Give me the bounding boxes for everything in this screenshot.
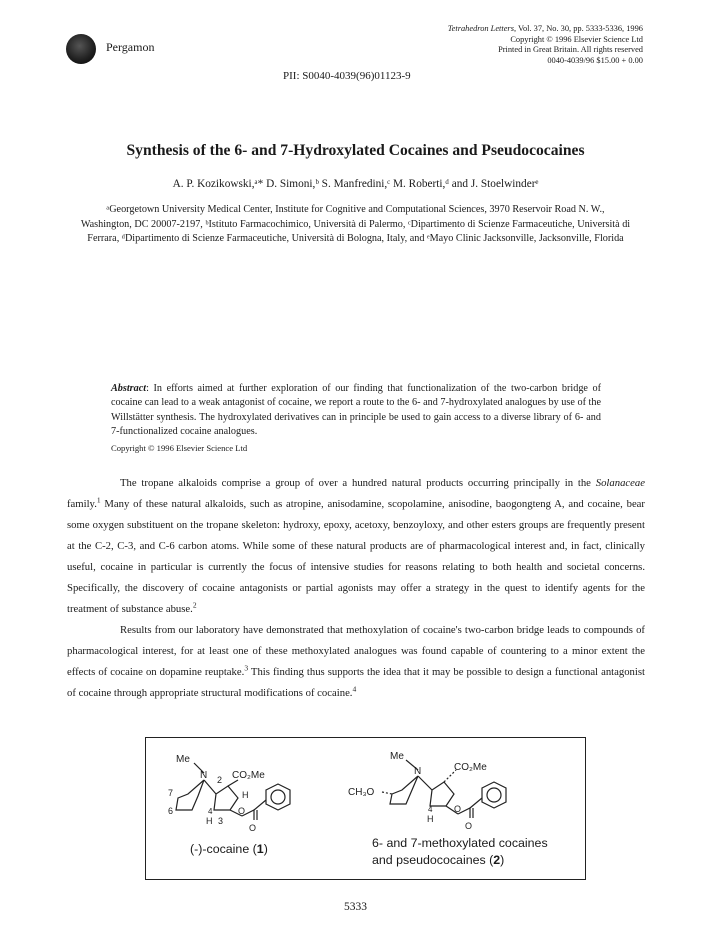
left-co2me: CO₂Me <box>232 770 265 781</box>
phenyl-ring-left <box>266 784 290 810</box>
six-ring-right <box>418 776 454 806</box>
phenyl-ring-right <box>482 782 506 808</box>
phenyl-circle-left <box>271 790 285 804</box>
printed-line: Printed in Great Britain. All rights reserved <box>498 45 643 55</box>
phenyl-link-left <box>254 800 266 810</box>
ref-1: 1 <box>96 495 101 505</box>
left-o-carbonyl: O <box>249 823 257 833</box>
left-num2: 2 <box>217 775 223 785</box>
ref-4: 4 <box>352 684 357 694</box>
right-h-bottom: H <box>427 814 434 824</box>
page-number: 5333 <box>344 901 367 913</box>
right-o-ester: O <box>454 804 462 814</box>
left-n-label: N <box>200 770 208 781</box>
right-o-carbonyl: O <box>465 821 473 831</box>
left-num7: 7 <box>168 788 174 798</box>
journal-name: Tetrahedron Letters <box>447 24 514 33</box>
affiliations: ᵃGeorgetown University Medical Center, Institute for Cognitive and Computational Sciences, 3970 Reservoir Road N. W., Washington, DC 20007-2197, ᵇIstituto Farmacochimico, Università di Palermo, ᶜDipartimento di Scienze Farmaceutiche, Università di Ferrara, ᵈDipartimento di Scienze Farmaceutiche, Università di Bologna, Italy, and ᵉMayo Clinic Jacksonville, Jacksonville, Florida <box>80 204 631 245</box>
left-num3: 3 <box>218 816 224 826</box>
left-num4: 4 <box>208 807 213 816</box>
right-ch3o: CH₃O <box>348 787 375 798</box>
authors: A. P. Kozikowski,ᵃ* D. Simoni,ᵇ S. Manfredini,ᶜ M. Roberti,ᵈ and J. Stoelwinderᵉ <box>172 178 539 190</box>
caption-analogues: 6- and 7-methoxylated cocaines and pseudococaines (2) <box>372 836 548 867</box>
publisher-name: Pergamon <box>106 40 155 54</box>
abstract-text: : In efforts aimed at further exploration of our finding that functionalization of the two-carbon bridge of cocaine can lead to a weak antagonist of cocaine, we report a route to the 6- and 7-hydroxylated analogues by use of the Willstätter synthesis. The hydroxylated derivatives can in principle be used to gain access to a diverse library of 6- and 7-functionalized cocaine analogues. <box>111 383 601 438</box>
left-h-bottom: H <box>206 816 213 826</box>
right-me-label: Me <box>390 751 404 762</box>
issn-line: 0040-4039/96 $15.00 + 0.00 <box>547 55 643 65</box>
abstract-label: Abstract <box>111 383 147 394</box>
phenyl-circle-right <box>487 788 501 802</box>
ref-2: 2 <box>192 600 197 610</box>
paper-title: Synthesis of the 6- and 7-Hydroxylated Cocaines and Pseudococaines <box>126 142 585 159</box>
right-n-label: N <box>414 766 422 777</box>
structures-figure <box>145 737 586 880</box>
body-text <box>67 473 645 704</box>
tropane-ring-right <box>390 776 418 804</box>
left-num6: 6 <box>168 806 174 816</box>
abstract-copyright: Copyright © 1996 Elsevier Science Ltd <box>111 442 248 453</box>
copyright-line: Copyright © 1996 Elsevier Science Ltd <box>510 34 643 44</box>
right-num4: 4 <box>428 805 433 814</box>
publisher-logo <box>66 34 96 64</box>
journal-volume: , Vol. 37, No. 30, pp. 5333-5336, 1996 <box>513 24 643 33</box>
left-me-label: Me <box>176 754 190 765</box>
abstract <box>111 382 601 455</box>
left-h-top: H <box>242 790 249 800</box>
paragraph-2: Results from our laboratory have demonstrated that methoxylation of cocaine's two-carbon bridge leads to compounds of pharmacological interest, for at least one of these methoxylated analogues was found capable of countering to a minor extent the effects of cocaine on dopamine reuptake.$^3$ This finding thus supports the idea that it may be possible to design a functional antagonist of cocaine through appropriate structural modifications of cocaine.$^4$ <box>67 624 645 699</box>
tropane-ring-left <box>176 780 204 810</box>
paragraph-1: The tropane alkaloids comprise a group of over a hundred natural products occurring principally in the Solanaceae family.$^1$ Many of these natural alkaloids, such as atropine, anisodamine, scopolamine, anisodine, baogongteng A, and cocaine, bear some oxygen substituent on the tropane skeleton: hydroxy, epoxy, acetoxy, benzoyloxy, and other esters groups are frequently present at the C-2, C-3, and C-6 carbon atoms. While some of these natural products are of pharmacological interest and, in fact, clinically useful, cocaine in particular is currently the focus of intensive studies for reasons relating to both health and societal concerns. Specifically, the discovery of cocaine antagonists or partial agonists may offer a strategy in the quest to identify agents for the treatment of substance abuse.$^2$ <box>67 477 645 615</box>
right-co2me: CO₂Me <box>454 762 487 773</box>
phenyl-link-right <box>470 798 482 808</box>
left-o-ester: O <box>238 806 246 816</box>
caption-cocaine: (-)-cocaine (1) <box>190 842 268 856</box>
pii: PII: S0040-4039(96)01123-9 <box>283 70 411 82</box>
ref-3: 3 <box>244 663 249 673</box>
methoxy-bond-right <box>382 792 392 794</box>
journal-info <box>448 24 643 66</box>
